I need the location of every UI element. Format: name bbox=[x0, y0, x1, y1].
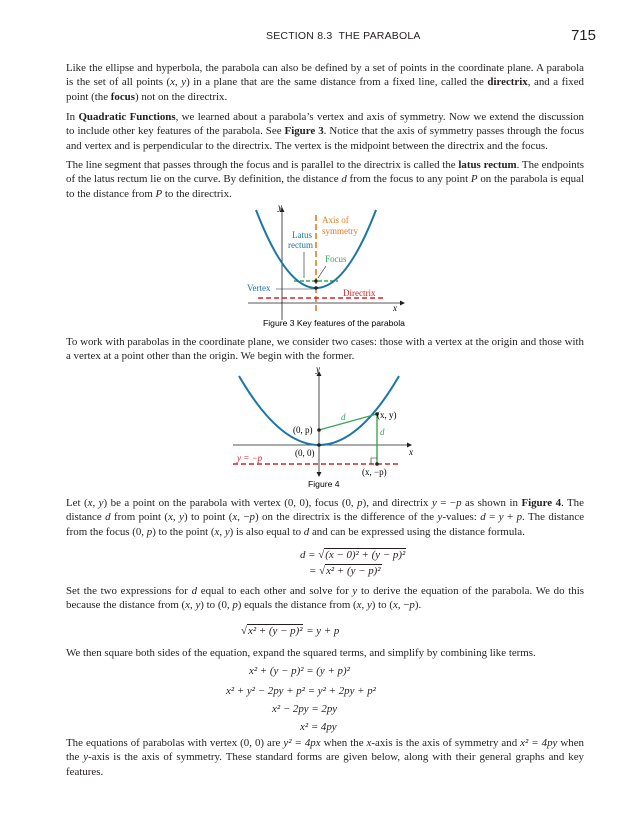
x-axis-arrow bbox=[400, 301, 405, 306]
latus-label-2: rectum bbox=[288, 240, 313, 250]
axis-label-1: Axis of bbox=[322, 215, 349, 225]
running-header bbox=[0, 27, 630, 46]
focus-label: Focus bbox=[325, 254, 347, 264]
page-number: 715 bbox=[570, 27, 596, 44]
paragraph-distance: Let (x, y) be a point on the parabola with vertex (0, 0), focus (0, p), and directrix y = −p as shown in Figure 4. The distance d from point (x, y) to point (x, −p) on the directrix is the difference of the y-values: d = y + p. The distance from the focus (0, p) to the point (x, y) is also equal to d and can be expressed using the distance formula. bbox=[66, 497, 585, 538]
latus-label-1: Latus bbox=[292, 230, 312, 240]
d-label-vert: d bbox=[380, 427, 385, 437]
paragraph-square: We then square both sides of the equation, expand the squared terms, and simplify by combining like terms. bbox=[66, 647, 536, 659]
x-axis-label: x bbox=[393, 303, 397, 313]
vertex-label: Vertex bbox=[247, 283, 271, 293]
equation-distance-2: = √x² + (y − p)² bbox=[309, 565, 381, 577]
paragraph-standard-forms: The equations of parabolas with vertex (0, 0) are y² = 4px when the x-axis is the axis of symmetry and x² = 4py when the y-axis is the axis of symmetry. These standard forms are given below, along with their general graphs and key features. bbox=[66, 737, 584, 778]
focus-point bbox=[314, 279, 318, 283]
paragraph-two-cases: To work with parabolas in the coordinate plane, we consider two cases: those with a vertex at the origin and those with a vertex at a point other than the origin. We begin with the former. bbox=[66, 336, 584, 363]
equation-distance-1: d = √(x − 0)² + (y − p)² bbox=[300, 549, 406, 561]
point-coords: (x, y) bbox=[377, 410, 397, 420]
figure-3-caption: Figure 3 Key features of the parabola bbox=[263, 318, 405, 328]
distance-focus-segment bbox=[319, 414, 377, 430]
directrix-label: Directrix bbox=[343, 288, 376, 298]
equation-step-2: x² + y² − 2py + p² = y² + 2py + p² bbox=[226, 685, 376, 697]
focus-point bbox=[317, 428, 321, 432]
figure-4-caption: Figure 4 bbox=[308, 479, 340, 489]
origin-coords: (0, 0) bbox=[295, 448, 315, 458]
figure-4-diagram bbox=[225, 366, 425, 491]
focus-coords: (0, p) bbox=[293, 425, 313, 435]
equation-step-1: x² + (y − p)² = (y + p)² bbox=[249, 665, 350, 677]
equation-step-3: x² − 2py = 2py bbox=[272, 703, 338, 715]
y-axis-arrow-down bbox=[317, 472, 322, 477]
paragraph-latus-rectum: The line segment that passes through the focus and is parallel to the directrix is called the latus rectum. The endpoints of the latus rectum lie on the curve. By definition, the distance d from the focus to any point P on the parabola is equal to the distance from P to the directrix. bbox=[66, 159, 584, 200]
y-axis-label: y bbox=[278, 202, 282, 212]
x-axis-label: x bbox=[409, 447, 413, 457]
paragraph-derive: Set the two expressions for d equal to each other and solve for y to derive the equation of the parabola. We do this because the distance from (x, y) to (0, p) equals the distance from (x, y) to (x, −p). bbox=[66, 585, 584, 612]
equation-set-equal: √x² + (y − p)² = y + p bbox=[241, 625, 340, 637]
origin-point bbox=[317, 443, 321, 447]
y-axis-label: y bbox=[316, 366, 320, 374]
d-label-hyp: d bbox=[341, 412, 346, 422]
equation-step-4: x² = 4py bbox=[300, 721, 337, 733]
section-title: SECTION 8.3 THE PARABOLA bbox=[266, 30, 421, 42]
axis-label-2: symmetry bbox=[322, 226, 358, 236]
focus-pointer bbox=[318, 266, 326, 278]
paragraph-key-features: In Quadratic Functions, we learned about a parabola’s vertex and axis of symmetry. Now we extend the discussion to include other key features of the parabola. See Figure 3. Notice that the axis of symmetry passes through the focus and vertex and is perpendicular to the directrix. The vertex is the midpoint between the directrix and the focus. bbox=[66, 111, 584, 152]
directrix-point bbox=[375, 462, 379, 466]
vertex-point bbox=[314, 286, 318, 290]
directrix-label: y = −p bbox=[237, 453, 263, 463]
foot-coords: (x, −p) bbox=[362, 467, 387, 477]
parabola-curve bbox=[256, 210, 376, 288]
paragraph-definition: Like the ellipse and hyperbola, the parabola can also be defined by a set of points in the coordinate plane. A parabola is the set of all points (x, y) in a plane that are the same distance from a fixed line, called the directrix, and a fixed point (the focus) not on the directrix. bbox=[66, 62, 584, 103]
figure-3-diagram bbox=[230, 200, 410, 332]
